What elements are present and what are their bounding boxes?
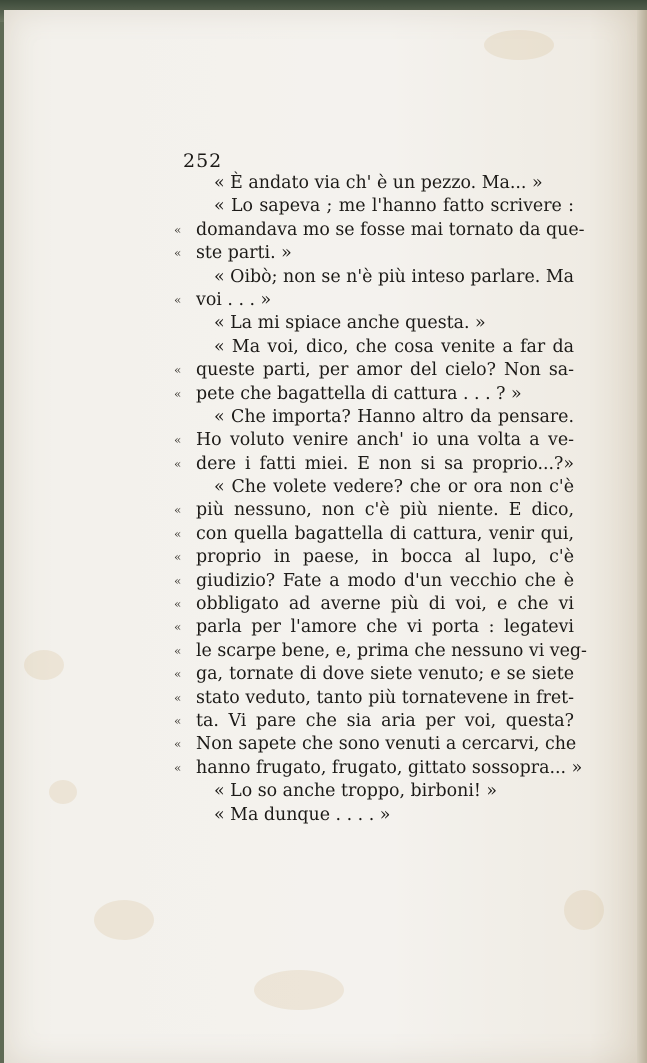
line-text: ta. Vi pare che sia aria per voi, questa? [196, 710, 574, 731]
line-text: « La mi spiace anche questa. » [214, 313, 486, 334]
line-text: più nessuno, non c'è più niente. E dico, [196, 500, 574, 521]
paper-stain [484, 30, 554, 60]
line-text: pete che bagattella di cattura . . . ? » [196, 383, 522, 404]
continuation-quote-mark: « [174, 690, 182, 705]
continuation-quote-mark: « [174, 222, 182, 237]
paper-stain [24, 650, 64, 680]
line-text: « Ma voi, dico, che cosa venite a far da [214, 336, 574, 357]
line-text: « Ma dunque . . . . » [214, 804, 391, 825]
text-line [174, 616, 574, 639]
paper-stain [254, 970, 344, 1010]
line-text: dere i fatti miei. E non si sa proprio...?» [196, 453, 574, 474]
text-line [174, 640, 587, 663]
continuation-quote-mark: « [174, 363, 182, 378]
text-line [174, 780, 574, 803]
text-line [174, 429, 574, 452]
text-line [174, 523, 574, 546]
text-line [174, 312, 574, 335]
line-text: giudizio? Fate a modo d'un vecchio che è [196, 570, 574, 591]
text-line [174, 687, 574, 710]
text-line [174, 733, 577, 756]
continuation-quote-mark: « [174, 526, 182, 541]
text-line [174, 266, 574, 289]
continuation-quote-mark: « [174, 643, 182, 658]
paper-stain [94, 900, 154, 940]
continuation-quote-mark: « [174, 620, 182, 635]
text-line [174, 476, 574, 499]
text-line [174, 336, 574, 359]
text-line [174, 663, 574, 686]
text-line [174, 406, 574, 429]
continuation-quote-mark: « [174, 433, 182, 448]
line-text: Non sapete che sono venuti a cercarvi, che [196, 734, 577, 755]
line-text: ste parti. » [196, 243, 292, 264]
continuation-quote-mark: « [174, 456, 182, 471]
line-text: « È andato via ch' è un pezzo. Ma... » [214, 173, 543, 193]
line-text: hanno frugato, frugato, gittato sossopra... » [196, 757, 583, 778]
line-text: « Che volete vedere? che or ora non c'è [214, 477, 574, 498]
line-text: parla per l'amore che vi porta : legatevi [196, 617, 574, 638]
continuation-quote-mark: « [174, 713, 182, 728]
text-line [174, 242, 574, 265]
continuation-quote-mark: « [174, 597, 182, 612]
continuation-quote-mark: « [174, 503, 182, 518]
line-text: domandava mo se fosse mai tornato da que- [196, 219, 585, 240]
continuation-quote-mark: « [174, 246, 182, 261]
line-text: stato veduto, tanto più tornatevene in fret- [196, 687, 574, 708]
text-line [174, 499, 574, 522]
line-text: voi . . . » [196, 289, 272, 310]
line-text: « Lo so anche troppo, birboni! » [214, 781, 498, 802]
page-number: 252 [183, 150, 223, 172]
continuation-quote-mark: « [174, 386, 182, 401]
line-text: ga, tornate di dove siete venuto; e se siete [196, 664, 574, 685]
paper-stain [564, 890, 604, 930]
continuation-quote-mark: « [174, 760, 182, 775]
continuation-quote-mark: « [174, 667, 182, 682]
line-text: con quella bagattella di cattura, venir qui, [196, 523, 574, 544]
line-text: « Oibò; non se n'è più inteso parlare. Ma [214, 266, 574, 287]
text-line [174, 172, 574, 195]
text-line [174, 219, 585, 242]
body-text [174, 172, 587, 827]
text-line [174, 195, 574, 218]
text-line [174, 359, 574, 382]
continuation-quote-mark: « [174, 550, 182, 565]
line-text: obbligato ad averne più di voi, e che vi [196, 594, 574, 615]
continuation-quote-mark: « [174, 573, 182, 588]
text-line [174, 570, 574, 593]
continuation-quote-mark: « [174, 737, 182, 752]
text-line [174, 383, 574, 406]
text-line [174, 804, 574, 827]
page-edge [637, 10, 647, 1063]
line-text: « Che importa? Hanno altro da pensare. [214, 406, 574, 427]
line-text: proprio in paese, in bocca al lupo, c'è [196, 547, 574, 568]
text-line [174, 757, 583, 780]
line-text: le scarpe bene, e, prima che nessuno vi veg- [196, 640, 587, 661]
paper-stain [49, 780, 77, 804]
text-line [174, 453, 574, 476]
text-line [174, 593, 574, 616]
text-line [174, 546, 574, 569]
continuation-quote-mark: « [174, 292, 182, 307]
text-line [174, 289, 574, 312]
line-text: queste parti, per amor del cielo? Non sa- [196, 360, 574, 381]
line-text: « Lo sapeva ; me l'hanno fatto scrivere : [214, 196, 574, 217]
text-line [174, 710, 574, 733]
line-text: Ho voluto venire anch' io una volta a ve- [196, 430, 574, 451]
